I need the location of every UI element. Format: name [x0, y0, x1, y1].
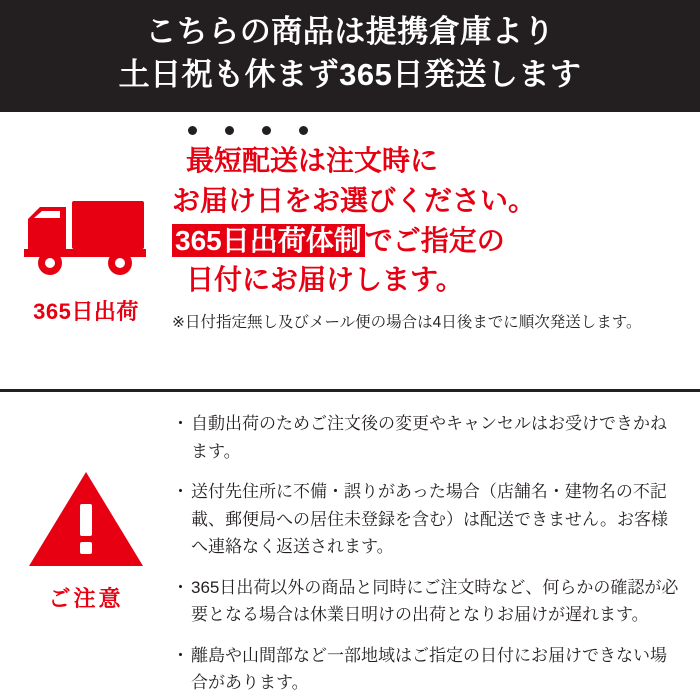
shipping-highlight: 365日出荷体制	[172, 224, 365, 257]
caution-caption: ご注意	[48, 586, 124, 611]
dot-1	[188, 126, 197, 135]
shipping-headline-4: 日付にお届けします。	[186, 264, 464, 296]
list-item-text: 自動出荷のためご注文後の変更やキャンセルはお受けできかねます。	[191, 414, 667, 461]
list-item	[172, 478, 682, 561]
list-item	[172, 410, 682, 465]
header-line-2: 土日祝も休まず365日発送します	[118, 57, 582, 92]
list-item-text: 送付先住所に不備・誤りがあった場合（店舗名・建物名の不記載、郵便局への居住未登録を含む）は配送できません。お客様へ連絡なく返送されます。	[191, 482, 669, 557]
bullet-icon: ・	[172, 577, 189, 597]
dot-4	[299, 126, 308, 135]
list-item	[172, 574, 682, 629]
dot-2	[225, 126, 234, 135]
shipping-headline-2: お届け日をお選びください。	[172, 184, 537, 216]
shipping-headline-3	[172, 221, 690, 261]
header-line-1: こちらの商品は提携倉庫より	[145, 14, 555, 50]
shipping-headline-1: 最短配送は注文時に	[186, 145, 439, 176]
shipping-icon-block	[0, 112, 172, 389]
shipping-headline-3-rest: でご指定の	[364, 224, 505, 256]
truck-caption: 365日出荷	[33, 299, 139, 324]
shipping-note: ※日付指定無し及びメール便の場合は4日後までに順次発送します。	[172, 314, 642, 331]
caution-icon-block	[0, 406, 172, 697]
list-item	[172, 642, 682, 697]
shipping-text-block	[172, 112, 700, 389]
dot-3	[262, 126, 271, 135]
caution-list	[172, 406, 700, 697]
shipping-section	[0, 112, 700, 392]
banner-header	[0, 0, 700, 112]
bullet-icon: ・	[172, 414, 189, 433]
warning-triangle-icon	[27, 468, 145, 570]
bullet-icon: ・	[172, 482, 189, 502]
list-item-text: 離島や山間部など一部地域はご指定の日付にお届けできない場合があります。	[191, 645, 667, 693]
bullet-icon: ・	[172, 645, 189, 665]
list-item-text: 365日出荷以外の商品と同時にご注文時など、何らかの確認が必要となる場合は休業日明けの出荷となりお届けが遅れます。	[191, 577, 679, 625]
decorative-dots	[188, 126, 690, 135]
delivery-truck-icon	[20, 193, 152, 285]
caution-section	[0, 392, 700, 697]
